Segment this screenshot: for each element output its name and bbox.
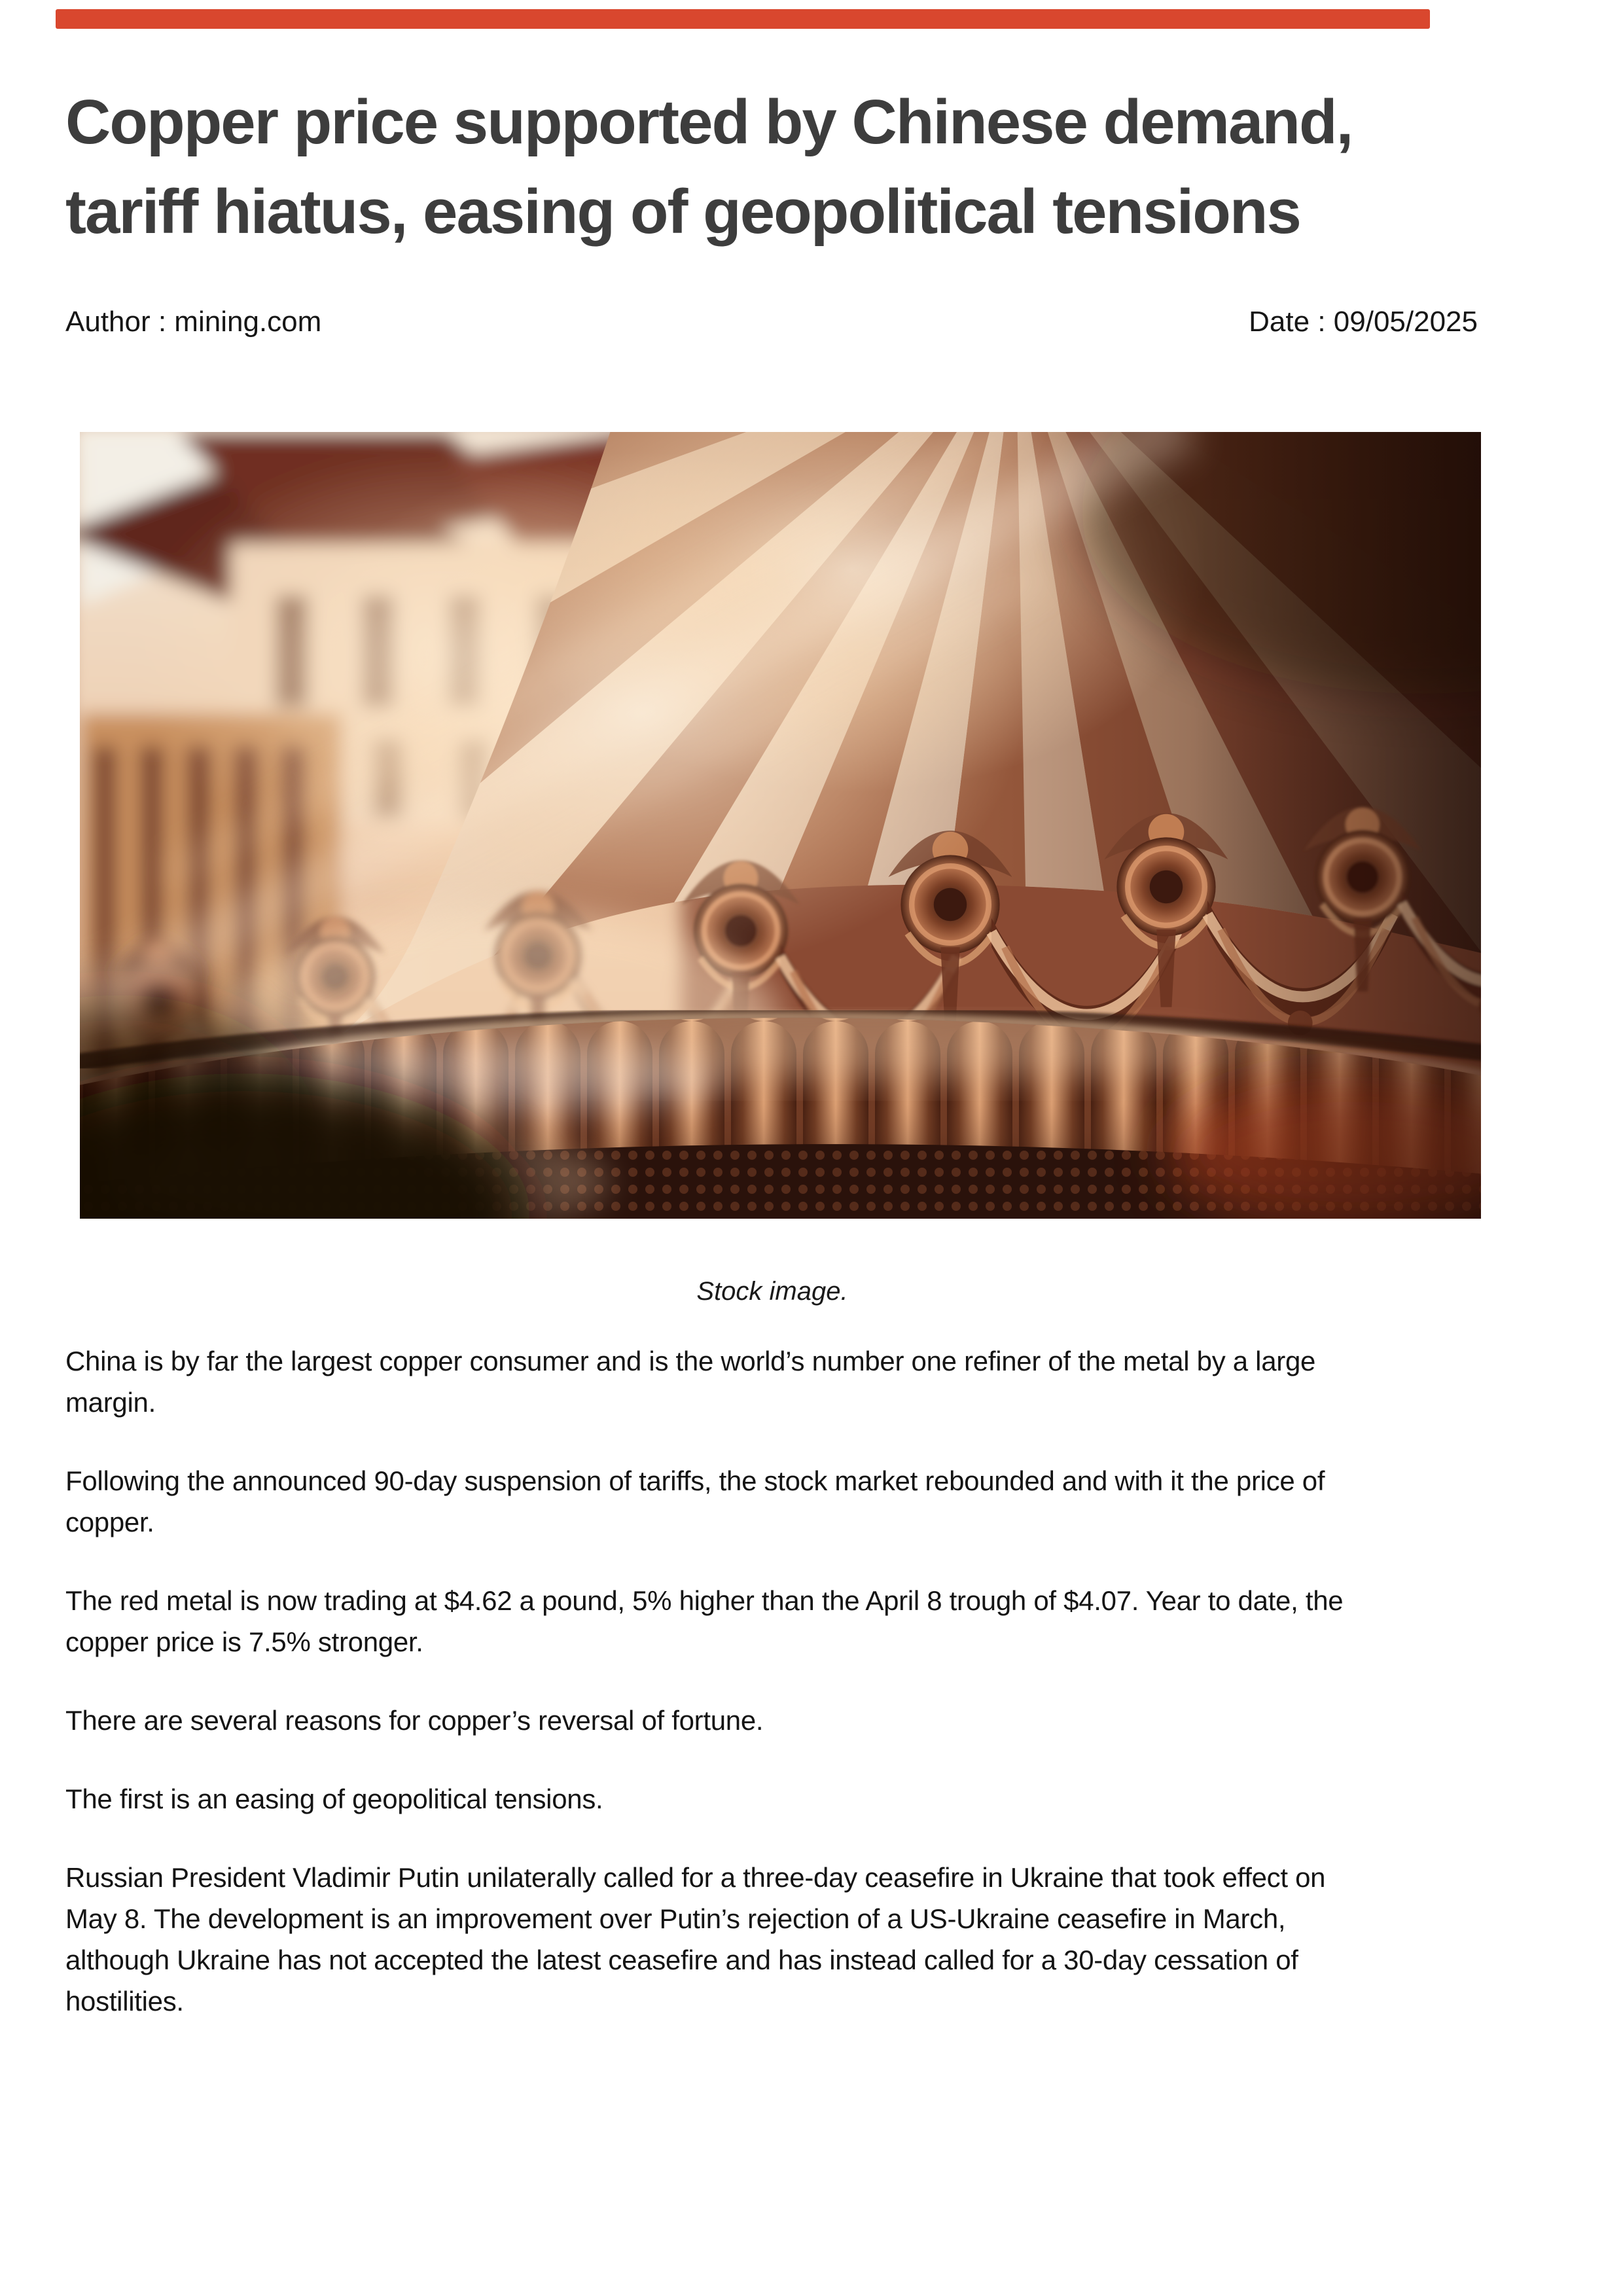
paragraph-1	[65, 1340, 1480, 1423]
byline-row	[65, 302, 1478, 342]
image-caption: Stock image.	[696, 1277, 848, 1306]
article-title	[65, 77, 1505, 257]
text-line: although Ukraine has not accepted the latest ceasefire and has instead called for a 30-day cessation of	[65, 1945, 1298, 1975]
paragraph-4	[65, 1700, 1480, 1741]
author-label: Author : mining.com	[65, 306, 322, 338]
article-image	[80, 432, 1481, 1219]
article-body	[65, 1340, 1480, 2059]
paragraph-5	[65, 1778, 1480, 1820]
text-line: China is by far the largest copper consumer and is the world’s number one refiner of the metal by a large	[65, 1346, 1316, 1376]
date-label: Date : 09/05/2025	[1249, 306, 1478, 338]
text-line: The first is an easing of geopolitical tensions.	[65, 1784, 603, 1814]
text-line: copper.	[65, 1507, 154, 1537]
title-line-1: Copper price supported by Chinese demand,	[65, 87, 1353, 157]
text-line: margin.	[65, 1387, 156, 1418]
text-line: The red metal is now trading at $4.62 a pound, 5% higher than the April 8 trough of $4.07. Year to date, the	[65, 1585, 1344, 1616]
text-line: Following the announced 90-day suspension of tariffs, the stock market rebounded and with it the price of	[65, 1465, 1325, 1496]
text-line: May 8. The development is an improvement over Putin’s rejection of a US-Ukraine ceasefire in March,	[65, 1903, 1286, 1934]
paragraph-6	[65, 1857, 1480, 2022]
copper-dome-illustration	[80, 432, 1481, 1219]
paragraph-2	[65, 1460, 1480, 1543]
paragraph-3	[65, 1580, 1480, 1662]
title-line-2: tariff hiatus, easing of geopolitical tensions	[65, 177, 1300, 247]
text-line: There are several reasons for copper’s reversal of fortune.	[65, 1705, 764, 1736]
header-accent-bar	[56, 9, 1430, 29]
text-line: Russian President Vladimir Putin unilaterally called for a three-day ceasefire in Ukraine that took effect on	[65, 1862, 1326, 1893]
text-line: hostilities.	[65, 1986, 184, 2017]
text-line: copper price is 7.5% stronger.	[65, 1626, 423, 1657]
